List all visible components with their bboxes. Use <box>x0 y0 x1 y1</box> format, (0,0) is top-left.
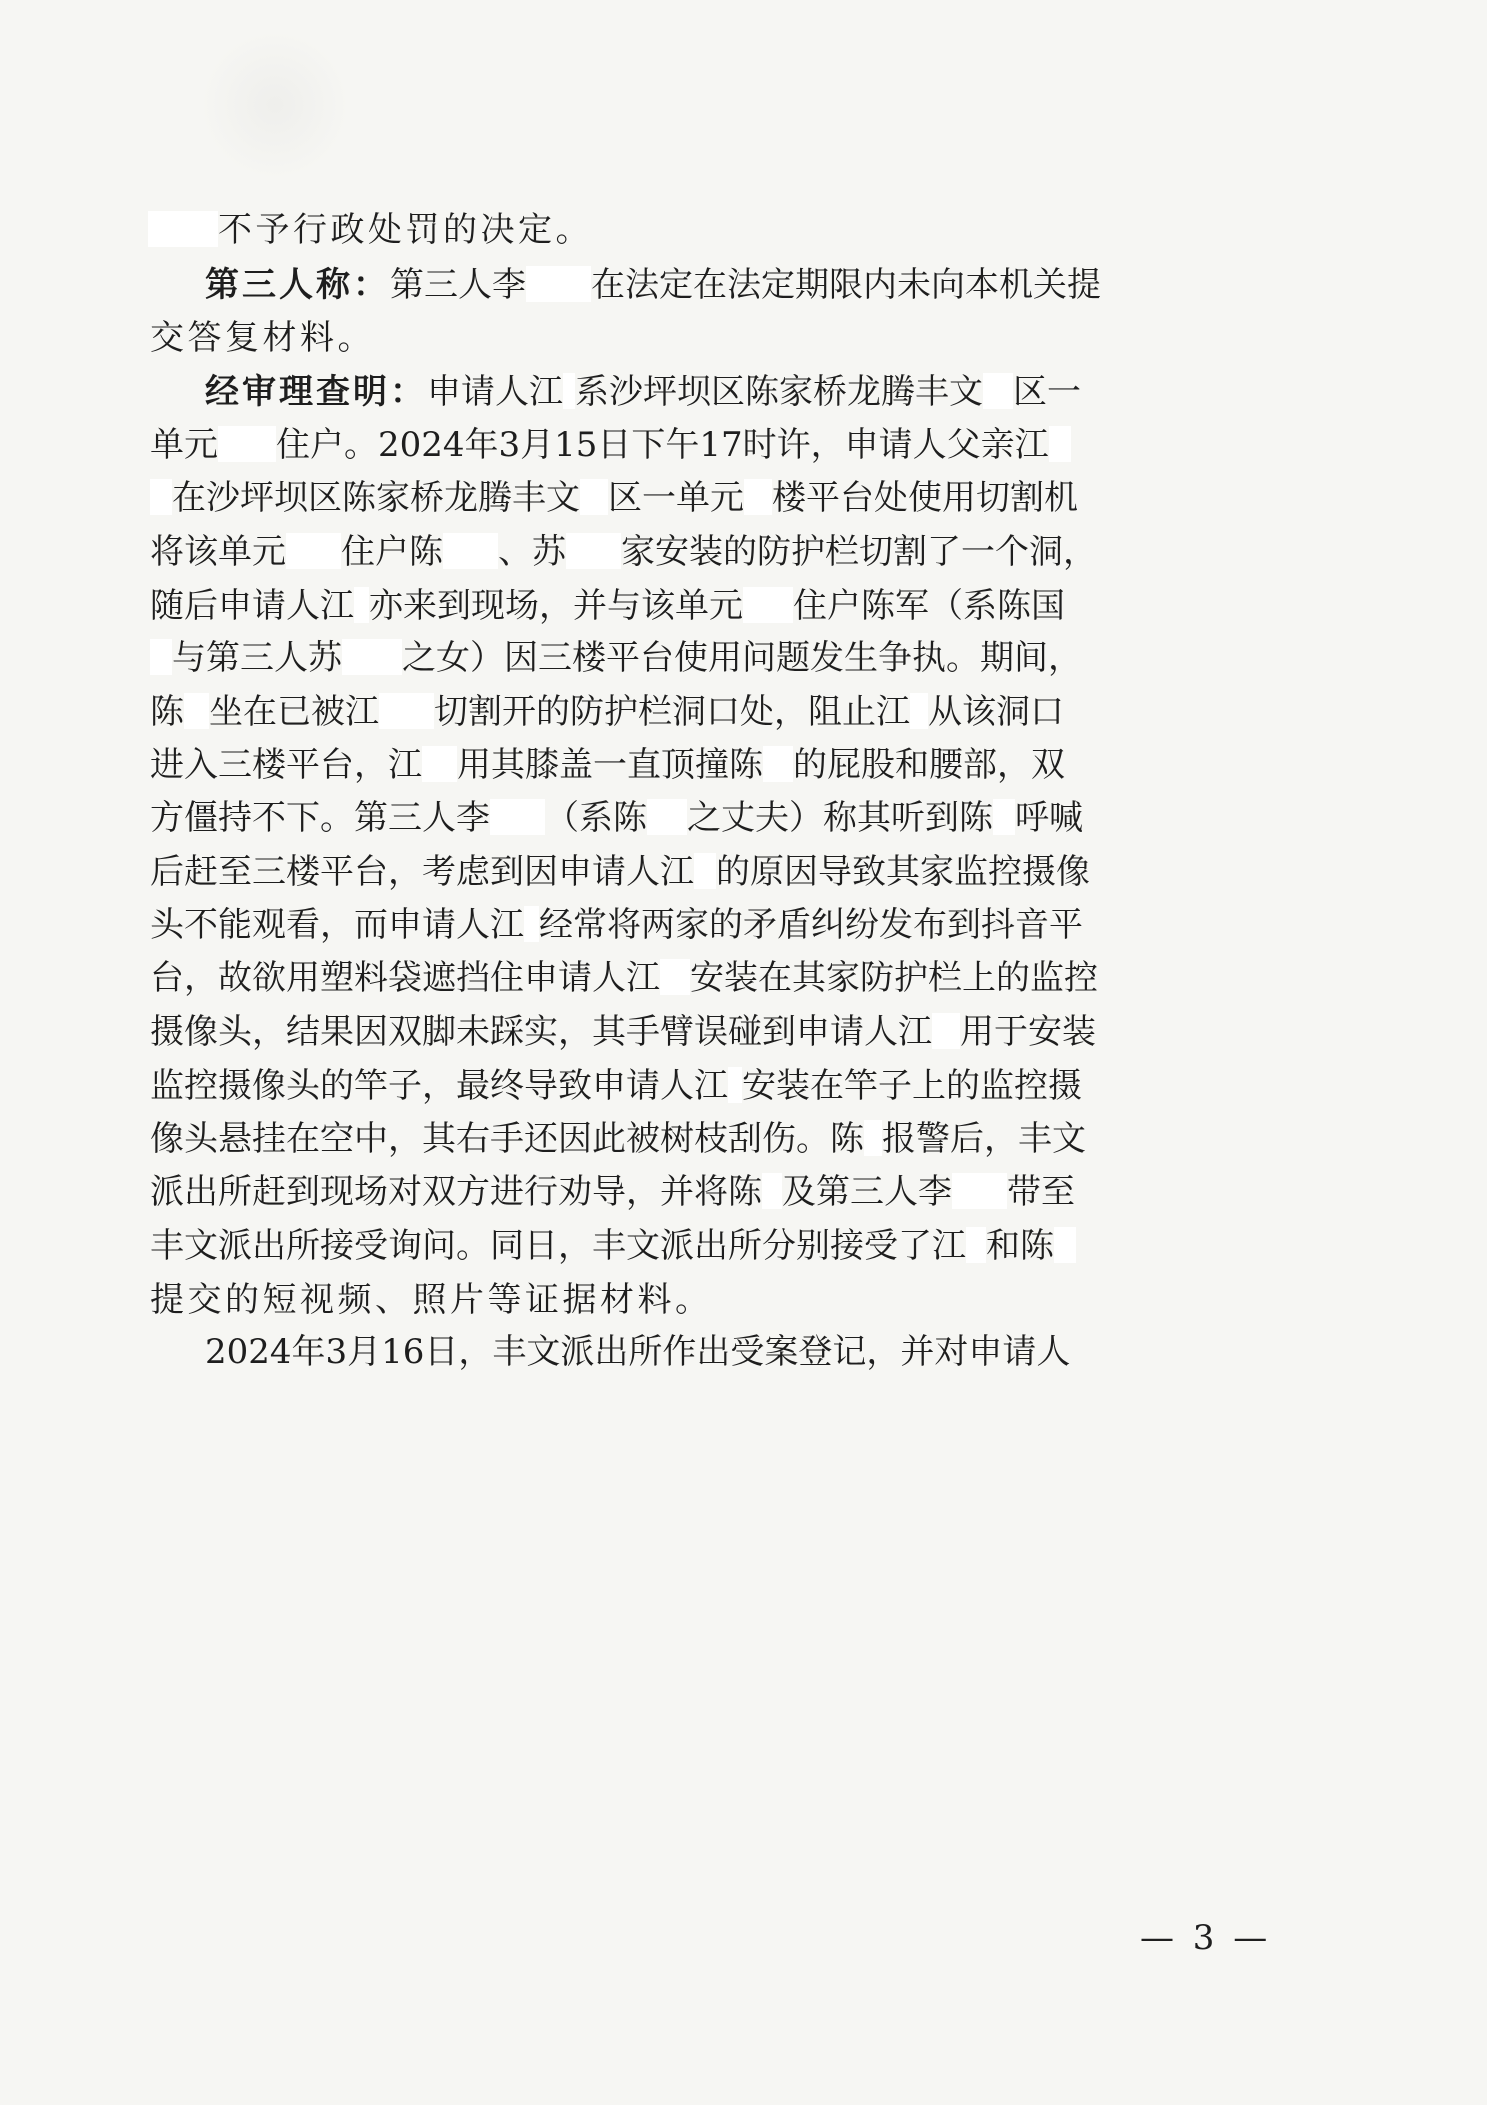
text-line <box>150 1119 1086 1159</box>
redaction-block <box>744 479 772 515</box>
redaction-block <box>563 373 575 409</box>
redaction-block <box>580 479 608 515</box>
page-number: — 3 — <box>1140 1918 1272 1958</box>
text-segment: 、苏 <box>498 532 566 572</box>
text-segment: 亦来到现场，并与该单元 <box>369 586 743 626</box>
redaction-block <box>286 533 341 569</box>
text-line <box>150 425 1071 465</box>
text-segment: 头不能观看，而申请人江 <box>150 905 524 945</box>
redaction-block <box>566 533 621 569</box>
text-segment: 陈 <box>150 692 184 732</box>
redaction-block <box>148 211 218 247</box>
text-segment: 楼平台处使用切割机 <box>772 478 1078 518</box>
redaction-block <box>342 639 402 675</box>
text-segment: 之丈夫）称其听到陈 <box>687 798 993 838</box>
text-segment: 提交的短视频、照片等证据材料。 <box>150 1280 713 1320</box>
text-segment: 区一单元 <box>608 478 744 518</box>
redaction-block <box>660 959 690 995</box>
redaction-block <box>150 479 172 515</box>
text-segment: 随后申请人江 <box>150 586 354 626</box>
text-line <box>150 1280 713 1320</box>
text-segment: 系沙坪坝区陈家桥龙腾丰文 <box>575 372 983 412</box>
text-line <box>150 1226 1076 1266</box>
text-segment: 申请人江 <box>427 372 563 412</box>
text-segment: 坐在已被江 <box>209 692 379 732</box>
text-line <box>150 318 375 358</box>
redaction-block <box>762 1173 782 1209</box>
text-segment: 第三人李 <box>390 265 526 305</box>
redaction-block <box>694 853 716 889</box>
text-segment: 台，故欲用塑料袋遮挡住申请人江 <box>150 958 660 998</box>
redaction-block <box>1049 426 1071 462</box>
text-segment: 单元 <box>150 425 218 465</box>
text-segment: 住户。2024年3月15日下午17时许，申请人父亲江 <box>276 425 1049 465</box>
text-segment: 的屁股和腰部，双 <box>793 745 1065 785</box>
redaction-block <box>379 693 434 729</box>
text-segment: 方僵持不下。第三人李 <box>150 798 490 838</box>
text-segment: 不予行政处罚的决定。 <box>218 210 593 250</box>
redaction-block <box>763 746 793 782</box>
text-segment: 住户陈 <box>341 532 443 572</box>
redaction-block <box>952 1173 1007 1209</box>
scan-artifact <box>200 30 350 180</box>
redaction-block <box>647 799 687 835</box>
text-segment: 呼喊 <box>1015 798 1083 838</box>
redaction-block <box>993 799 1015 835</box>
redaction-block <box>743 587 793 623</box>
text-line <box>205 1332 1070 1372</box>
text-segment: 区一 <box>1013 372 1081 412</box>
text-segment: 安装在其家防护栏上的监控 <box>690 958 1098 998</box>
redaction-block <box>422 746 457 782</box>
text-line <box>150 1172 1075 1212</box>
text-line <box>150 905 1083 945</box>
redaction-block <box>864 1120 882 1156</box>
text-segment: 用其膝盖一直顶撞陈 <box>457 745 763 785</box>
text-segment: 在沙坪坝区陈家桥龙腾丰文 <box>172 478 580 518</box>
text-segment: 带至 <box>1007 1172 1075 1212</box>
text-line <box>150 958 1098 998</box>
redaction-block <box>910 693 928 729</box>
text-segment: 将该单元 <box>150 532 286 572</box>
section-heading: 经审理查明： <box>205 372 427 412</box>
text-segment: 安装在竿子上的监控摄 <box>742 1066 1082 1106</box>
text-line <box>150 638 1082 678</box>
text-segment: 像头悬挂在空中，其右手还因此被树枝刮伤。陈 <box>150 1119 864 1159</box>
text-line <box>150 798 1083 838</box>
text-segment: 的原因导致其家监控摄像 <box>716 852 1090 892</box>
text-line <box>150 586 1065 626</box>
text-segment: 住户陈军（系陈国 <box>793 586 1065 626</box>
text-segment: 用于安装 <box>960 1012 1096 1052</box>
text-line <box>205 372 1081 412</box>
text-segment: 家安装的防护栏切割了一个洞， <box>621 532 1097 572</box>
text-line <box>148 210 593 250</box>
redaction-block <box>524 906 539 942</box>
text-line <box>205 265 1101 305</box>
text-line <box>150 852 1090 892</box>
text-segment: 摄像头，结果因双脚未踩实，其手臂误碰到申请人江 <box>150 1012 932 1052</box>
redaction-block <box>184 693 209 729</box>
text-line <box>150 745 1065 785</box>
text-line <box>150 692 1064 732</box>
text-segment: 切割开的防护栏洞口处，阻止江 <box>434 692 910 732</box>
redaction-block <box>526 266 591 302</box>
redaction-block <box>932 1013 960 1049</box>
redaction-block <box>490 799 545 835</box>
text-segment: 2024年3月16日，丰文派出所作出受案登记，并对申请人 <box>205 1332 1071 1372</box>
text-segment: 从该洞口 <box>928 692 1064 732</box>
text-line <box>150 1012 1096 1052</box>
text-line <box>150 478 1078 518</box>
redaction-block <box>443 533 498 569</box>
redaction-block <box>218 426 276 462</box>
text-segment: 及第三人李 <box>782 1172 952 1212</box>
text-segment: 派出所赶到现场对双方进行劝导，并将陈 <box>150 1172 762 1212</box>
text-segment: 与第三人苏 <box>172 638 342 678</box>
redaction-block <box>966 1227 986 1263</box>
text-segment: 在法定在法定期限内未向本机关提 <box>591 265 1101 305</box>
text-segment: 后赶至三楼平台，考虑到因申请人江 <box>150 852 694 892</box>
section-heading: 第三人称： <box>205 265 390 305</box>
redaction-block <box>150 639 172 675</box>
text-segment: 报警后，丰文 <box>882 1119 1086 1159</box>
text-segment: 交答复材料。 <box>150 318 375 358</box>
redaction-block <box>1054 1227 1076 1263</box>
redaction-block <box>728 1067 742 1103</box>
text-segment: 和陈 <box>986 1226 1054 1266</box>
redaction-block <box>354 587 369 623</box>
redaction-block <box>983 373 1013 409</box>
text-segment: 之女）因三楼平台使用问题发生争执。期间， <box>402 638 1082 678</box>
text-segment: 丰文派出所接受询问。同日，丰文派出所分别接受了江 <box>150 1226 966 1266</box>
text-line <box>150 1066 1082 1106</box>
text-line <box>150 532 1097 572</box>
text-segment: 经常将两家的矛盾纠纷发布到抖音平 <box>539 905 1083 945</box>
text-segment: 进入三楼平台，江 <box>150 745 422 785</box>
text-segment: 监控摄像头的竿子，最终导致申请人江 <box>150 1066 728 1106</box>
text-segment: （系陈 <box>545 798 647 838</box>
